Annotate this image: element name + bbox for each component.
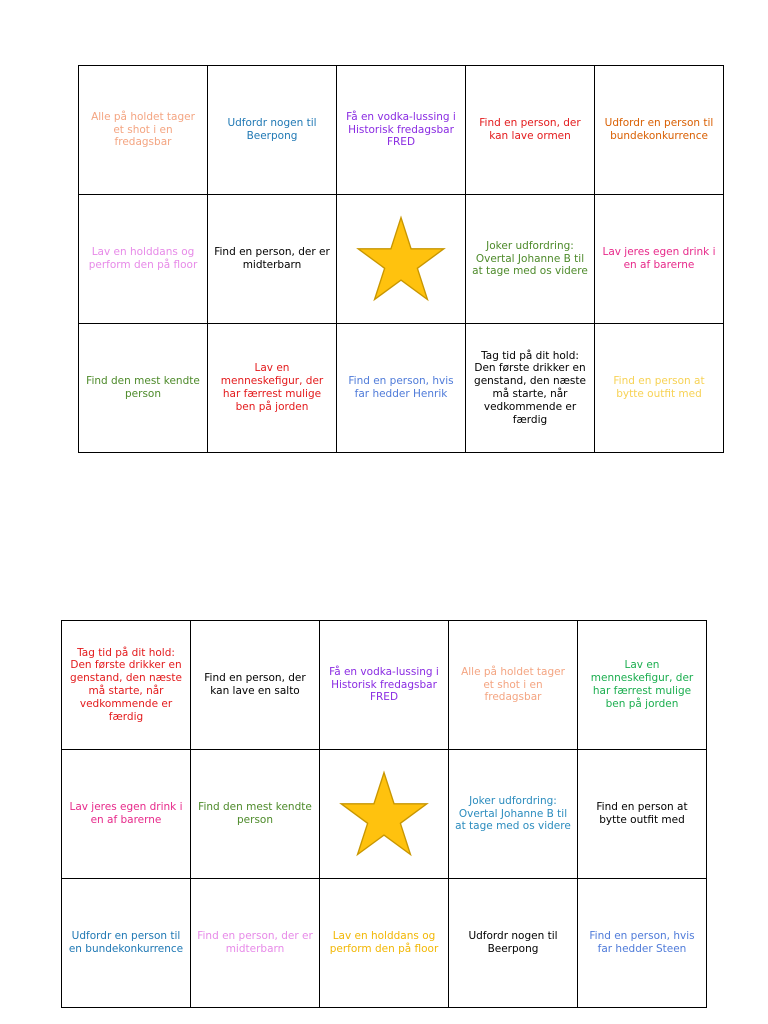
bingo-free-cell — [337, 195, 466, 324]
bingo-cell — [466, 195, 595, 324]
bingo-row — [62, 750, 707, 879]
bingo-row — [62, 621, 707, 750]
bingo-cell-text: Find en person, hvis far hedder Steen — [589, 930, 695, 955]
bingo-cell-text: Alle på holdet tager et shot i en fredagsbar — [461, 665, 565, 704]
bingo-cell — [337, 66, 466, 195]
bingo-cell-text: Udfordr nogen til Beerpong — [227, 117, 317, 142]
bingo-cell — [466, 324, 595, 453]
bingo-cell-text: Lav en menneskefigur, der har færrest mulige ben på jorden — [590, 659, 694, 710]
bingo-cell-text: Lav en holddans og perform den på floor — [329, 930, 439, 955]
bingo-cell — [208, 66, 337, 195]
bingo-cell — [191, 621, 320, 750]
bingo-board-1 — [78, 65, 724, 453]
bingo-cell — [320, 621, 449, 750]
bingo-cell-text: Find en person, der kan lave en salto — [204, 672, 306, 697]
bingo-cell — [62, 621, 191, 750]
bingo-cell-text: Find en person at bytte outfit med — [596, 801, 688, 826]
bingo-cell — [208, 195, 337, 324]
bingo-cell-text: Find en person, der er midterbarn — [197, 930, 313, 955]
bingo-cell — [337, 324, 466, 453]
bingo-cell — [466, 66, 595, 195]
bingo-cell-text: Udfordr nogen til Beerpong — [468, 930, 558, 955]
bingo-board-2 — [61, 620, 707, 1008]
bingo-cell-text: Tag tid på dit hold: Den første drikker en genstand, den næste må starte, når vedkommende er færdig — [70, 646, 182, 723]
bingo-cell-text: Lav en menneskefigur, der har færrest mulige ben på jorden — [220, 362, 324, 413]
bingo-cell — [79, 66, 208, 195]
bingo-row — [79, 324, 724, 453]
bingo-cell-text: Find en person, hvis far hedder Henrik — [348, 375, 454, 400]
bingo-cell — [578, 750, 707, 879]
star-icon — [356, 214, 446, 304]
bingo-cell-text: Joker udfordring: Overtal Johanne B til at tage med os videre — [472, 239, 588, 278]
bingo-cell — [79, 195, 208, 324]
bingo-cell — [595, 324, 724, 453]
bingo-cell-text: Udfordr en person til bundekonkurrence — [604, 117, 714, 142]
bingo-cell-text: Tag tid på dit hold: Den første drikker en genstand, den næste må starte, når vedkommende er færdig — [474, 349, 586, 426]
bingo-cell — [578, 879, 707, 1008]
bingo-cell — [449, 621, 578, 750]
star-icon — [339, 769, 429, 859]
bingo-cell-text: Find den mest kendte person — [198, 801, 312, 826]
bingo-cell — [208, 324, 337, 453]
bingo-row — [79, 195, 724, 324]
bingo-cell — [449, 879, 578, 1008]
bingo-cell — [595, 66, 724, 195]
bingo-row — [79, 66, 724, 195]
bingo-cell — [595, 195, 724, 324]
bingo-cell-text: Få en vodka-lussing i Historisk fredagsbar FRED — [346, 110, 456, 149]
bingo-cell — [79, 324, 208, 453]
bingo-cell-text: Find en person, der er midterbarn — [214, 246, 330, 271]
bingo-cell — [191, 750, 320, 879]
bingo-cell — [578, 621, 707, 750]
bingo-cell-text: Joker udfordring: Overtal Johanne B til at tage med os videre — [455, 794, 571, 833]
bingo-cell — [191, 879, 320, 1008]
bingo-cell-text: Alle på holdet tager et shot i en fredagsbar — [91, 110, 195, 149]
bingo-cell-text: Lav jeres egen drink i en af barerne — [602, 246, 716, 271]
bingo-free-cell — [320, 750, 449, 879]
bingo-cell-text: Find en person at bytte outfit med — [613, 375, 705, 400]
bingo-cell-text: Få en vodka-lussing i Historisk fredagsbar FRED — [329, 665, 439, 704]
bingo-cell — [320, 879, 449, 1008]
bingo-cell-text: Find den mest kendte person — [86, 375, 200, 400]
bingo-cell-text: Udfordr en person til en bundekonkurrence — [68, 930, 184, 955]
bingo-cell-text: Lav en holddans og perform den på floor — [88, 246, 198, 271]
bingo-cell-text: Lav jeres egen drink i en af barerne — [69, 801, 183, 826]
bingo-cell — [62, 879, 191, 1008]
bingo-cell-text: Find en person, der kan lave ormen — [479, 117, 581, 142]
bingo-cell — [62, 750, 191, 879]
bingo-cell — [449, 750, 578, 879]
bingo-row — [62, 879, 707, 1008]
